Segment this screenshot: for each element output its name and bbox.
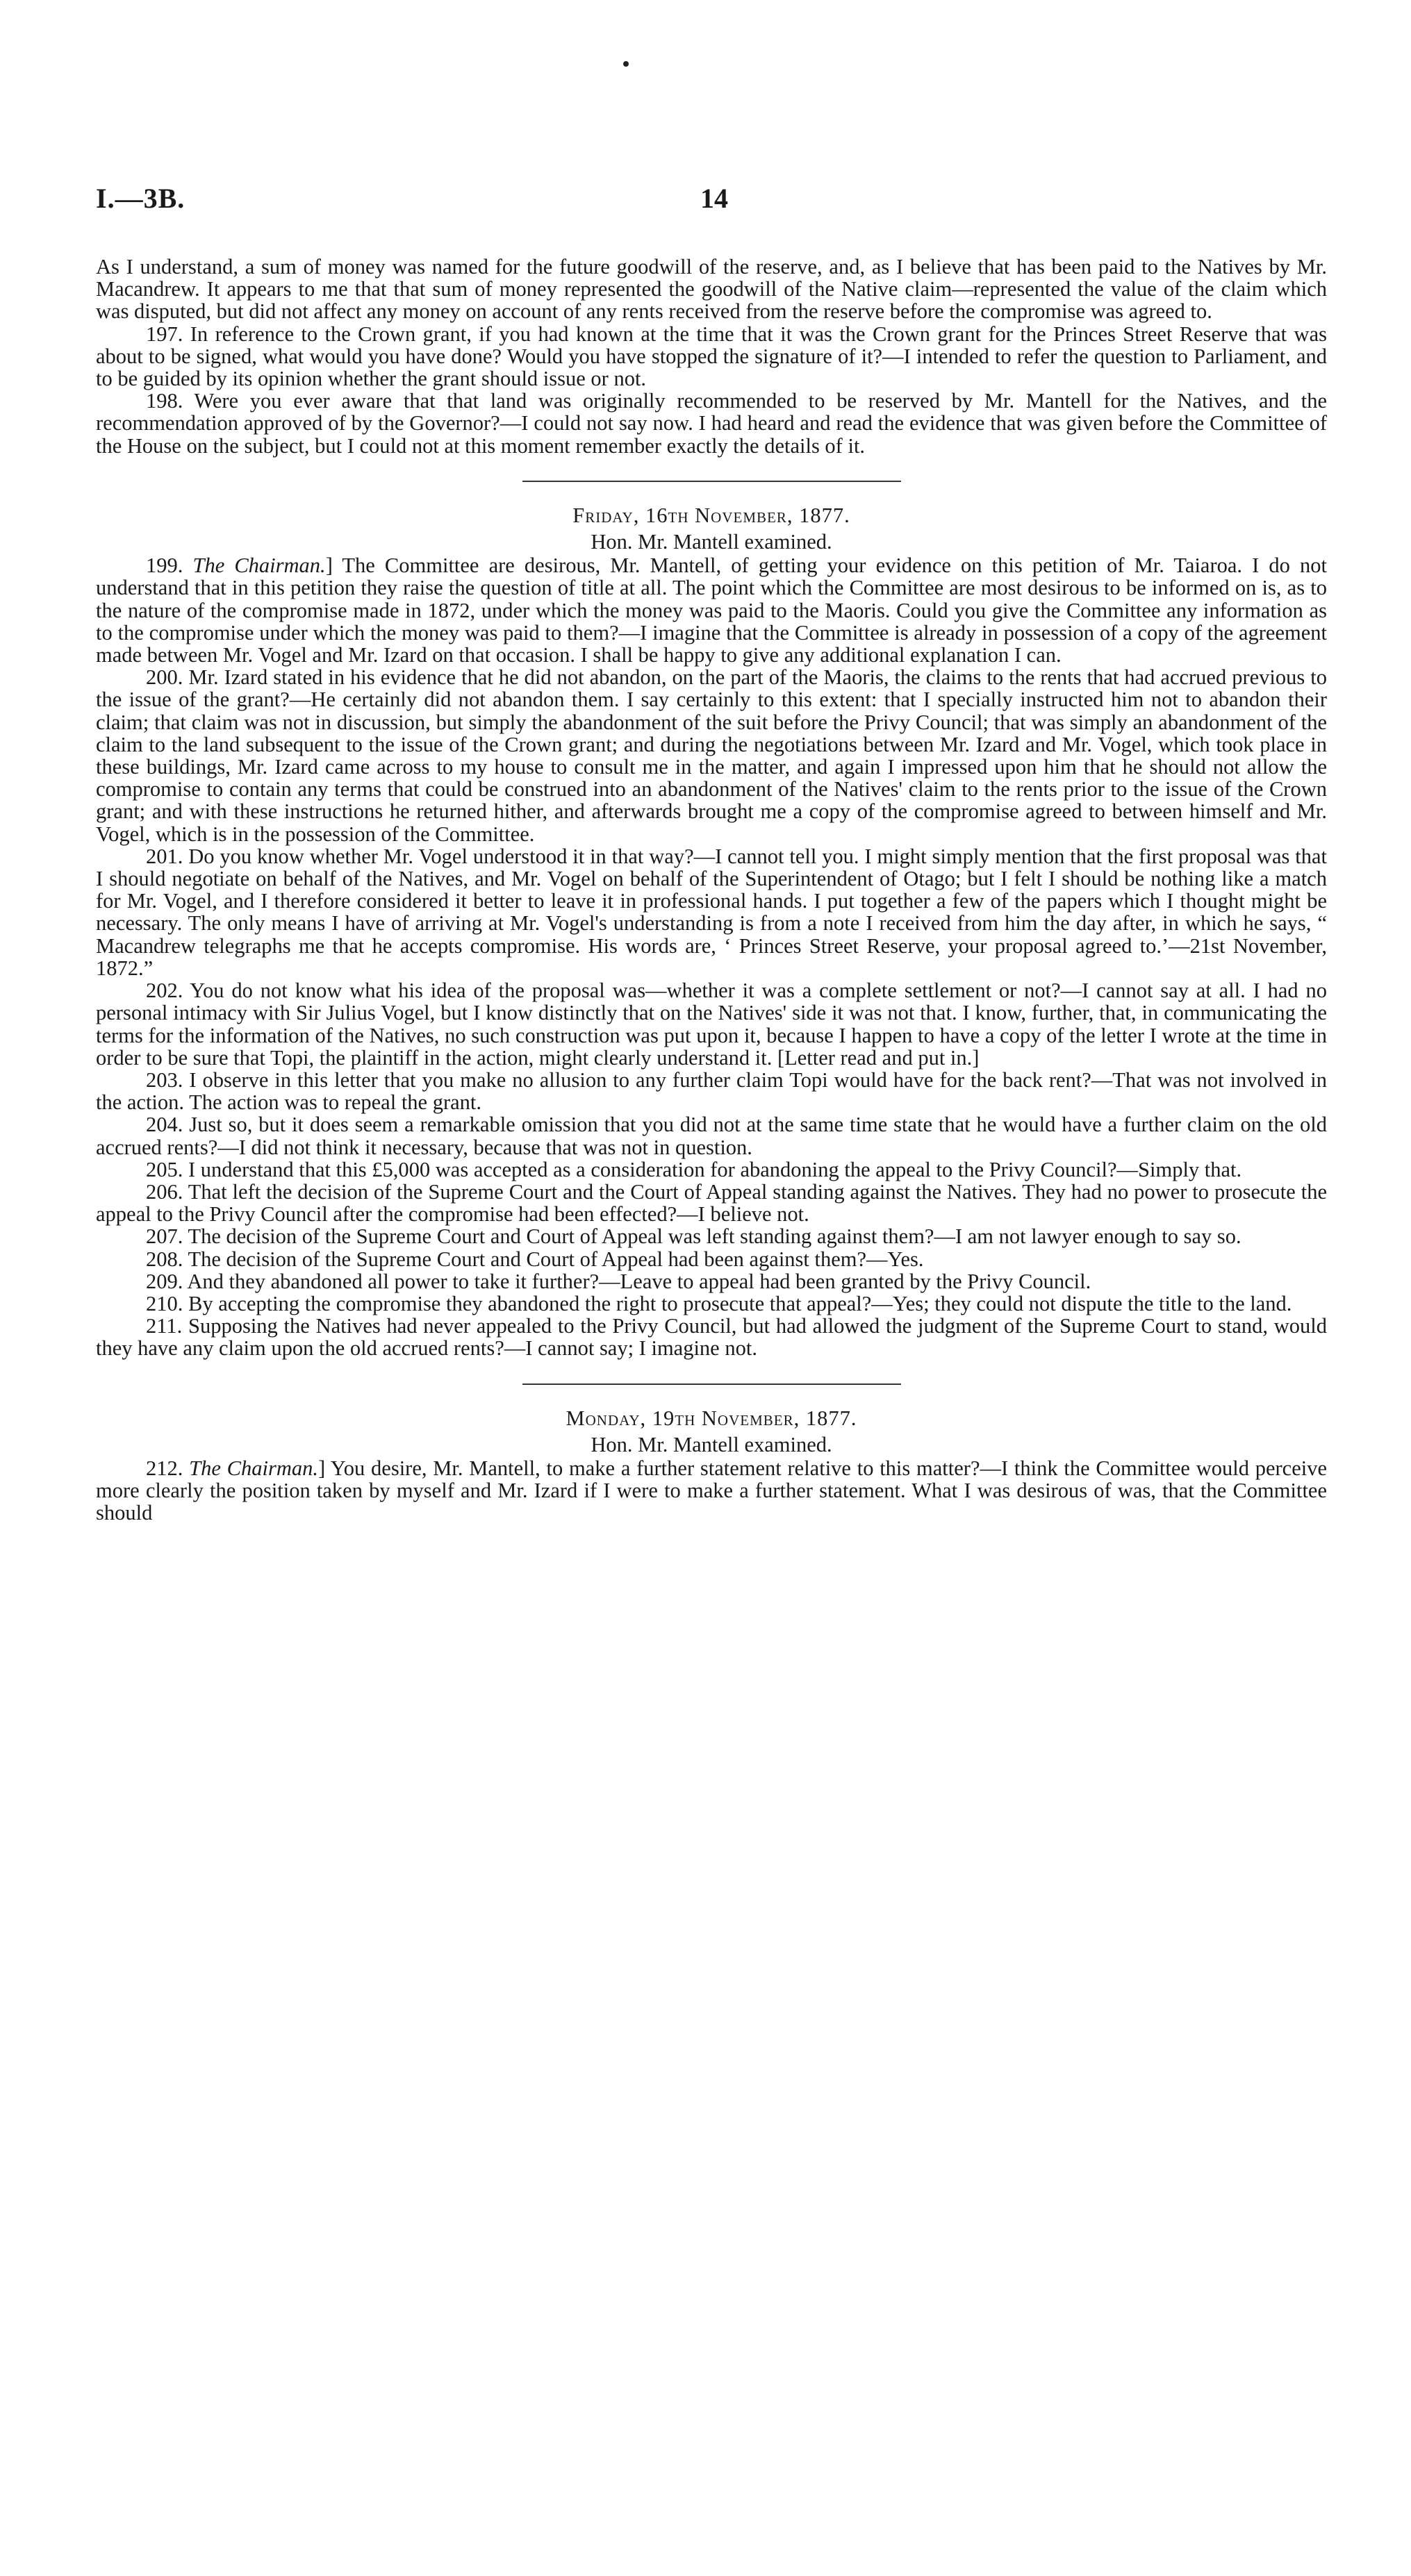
document-reference: I.—3B.	[96, 183, 185, 214]
witness-examined-line: Hon. Mr. Mantell examined.	[591, 530, 832, 554]
session-date-heading: Friday, 16th November, 1877.	[572, 503, 850, 527]
evidence-paragraph	[96, 1457, 1327, 1524]
evidence-paragraph: As I understand, a sum of money was named for the future goodwill of the reserve, and, as I believe that has been paid to the Natives by Mr. Macandrew. It appears to me that that sum of money represented the goodwill of the Native claim—represented the value of the claim which was disputed, but did not affect any money on account of any rents received from the reserve before the compromise was agreed to.	[96, 255, 1327, 324]
section-divider	[522, 481, 901, 482]
session-date-heading: Monday, 19th November, 1877.	[566, 1406, 857, 1430]
page-header	[96, 182, 1327, 224]
evidence-paragraph: 202. You do not know what his idea of the proposal was—whether it was a complete settlement or not?—I cannot say at all. I had no personal intimacy with Sir Julius Vogel, but I know distinctly that on the Natives' side it was not that. I know, further, that, in communicating the terms for the information of the Natives, no such construction was put upon it, because I happen to have a copy of the letter I wrote at the time in order to be sure that Topi, the plaintiff in the action, might clearly understand it. [Letter read and put in.]	[96, 979, 1327, 1070]
evidence-paragraph: 200. Mr. Izard stated in his evidence that he did not abandon, on the part of the Maoris, the claims to the rents that had accrued previous to the issue of the grant?—He certainly did not abandon them. I say certainly to this extent: that I specially instructed him not to abandon their claim; that claim was not in discussion, but simply the abandonment of the suit before the Privy Council; that was simply an abandonment of the claim to the land subsequent to the issue of the Crown grant; and during the negotiations between Mr. Izard and Mr. Vogel, which took place in these buildings, Mr. Izard came across to my house to consult me in the matter, and again I impressed upon him that he should not allow the compromise to contain any terms that could be construed into an abandonment of the Natives' claim to the rents prior to the issue of the Crown grant; and with these instructions he returned hither, and afterwards brought me a copy of the compromise agreed to between himself and Mr. Vogel, which is in the possession of the Committee.	[96, 665, 1327, 846]
evidence-paragraph: 197. In reference to the Crown grant, if you had known at the time that it was the Crown grant for the Princes Street Reserve that was about to be signed, what would you have done? Would you have stopped the signature of it?—I intended to refer the question to Parliament, and to be guided by its opinion whether the grant should issue or not.	[96, 322, 1327, 391]
question-number: 212.	[146, 1456, 190, 1480]
evidence-paragraph: 209. And they abandoned all power to take it further?—Leave to appeal had been granted by the Privy Council.	[146, 1269, 1091, 1293]
evidence-paragraph: 201. Do you know whether Mr. Vogel understood it in that way?—I cannot tell you. I might simply mention that the first proposal was that I should negotiate on behalf of the Natives, and Mr. Vogel on behalf of the Superintendent of Otago; but I felt I should be nothing like a match for Mr. Vogel, and I therefore considered it better to leave it in professional hands. I put together a few of the papers which I thought might be necessary. The only means I have of arriving at Mr. Vogel's understanding is from a note I received from him the day after, in which he says, “ Macandrew telegraphs me that he accepts compromise. His words are, ‘ Princes Street Reserve, your proposal agreed to.’—21st November, 1872.”	[96, 844, 1327, 980]
printer-dot-mark	[623, 61, 629, 67]
document-body	[96, 256, 1327, 1524]
evidence-paragraph: 203. I observe in this letter that you make no allusion to any further claim Topi would have for the back rent?—That was not involved in the action. The action was to repeal the grant.	[96, 1067, 1327, 1115]
evidence-paragraph: 198. Were you ever aware that that land was originally recommended to be reserved by Mr. Mantell for the Natives, and the recommendation approved of by the Governor?—I could not say now. I had heard and read the evidence that was given before the Committee of the House on the subject, but I could not at this moment remember exactly the details of it.	[96, 389, 1327, 458]
paragraph-text: ] The Committee are desirous, Mr. Mantell, of getting your evidence on this petition of Mr. Taiaroa. I do not understand that in this petition they raise the question of title at all. The point which the Committee are most desirous to be informed on is, as to the nature of the compromise made in 1872, under which the money was paid to the Maoris. Could you give the Committee any information as to the compromise under which the money was paid to them?—I imagine that the Committee is already in possession of a copy of the agreement made between Mr. Vogel and Mr. Izard on that occasion. I shall be happy to give any additional explanation I can.	[96, 554, 1327, 667]
evidence-paragraph: 211. Supposing the Natives had never appealed to the Privy Council, but had allowed the judgment of the Supreme Court to stand, would they have any claim upon the old accrued rents?—I cannot say; I imagine not.	[96, 1314, 1327, 1361]
speaker-name: The Chairman.	[189, 1456, 319, 1480]
question-number: 199.	[146, 554, 193, 578]
evidence-paragraph: 208. The decision of the Supreme Court and Court of Appeal had been against them?—Yes.	[146, 1247, 924, 1271]
paragraph-text: ] You desire, Mr. Mantell, to make a further statement relative to this matter?—I think the Committee would perceive more clearly the position taken by myself and Mr. Izard if I were to make a further statement. What I was desirous of was, that the Committee should	[96, 1456, 1328, 1525]
evidence-paragraph	[96, 554, 1327, 666]
page-number: 14	[700, 183, 728, 214]
evidence-paragraph: 205. I understand that this £5,000 was accepted as a consideration for abandoning the appeal to the Privy Council?—Simply that.	[146, 1157, 1242, 1181]
evidence-paragraph: 207. The decision of the Supreme Court and Court of Appeal was left standing against them?—I am not lawyer enough to say so.	[146, 1224, 1241, 1249]
evidence-paragraph: 204. Just so, but it does seem a remarkable omission that you did not at the same time state that he would have a further claim on the old accrued rents?—I did not think it necessary, because that was not in question.	[96, 1113, 1327, 1159]
evidence-paragraph: 210. By accepting the compromise they abandoned the right to prosecute that appeal?—Yes; they could not dispute the title to the land.	[146, 1291, 1292, 1315]
witness-examined-line: Hon. Mr. Mantell examined.	[591, 1432, 832, 1456]
section-divider	[522, 1383, 901, 1385]
evidence-paragraph: 206. That left the decision of the Supreme Court and the Court of Appeal standing against the Natives. They had no power to prosecute the appeal to the Privy Council after the compromise had been effected?—I believe not.	[96, 1179, 1327, 1227]
speaker-name: The Chairman.	[192, 554, 326, 578]
